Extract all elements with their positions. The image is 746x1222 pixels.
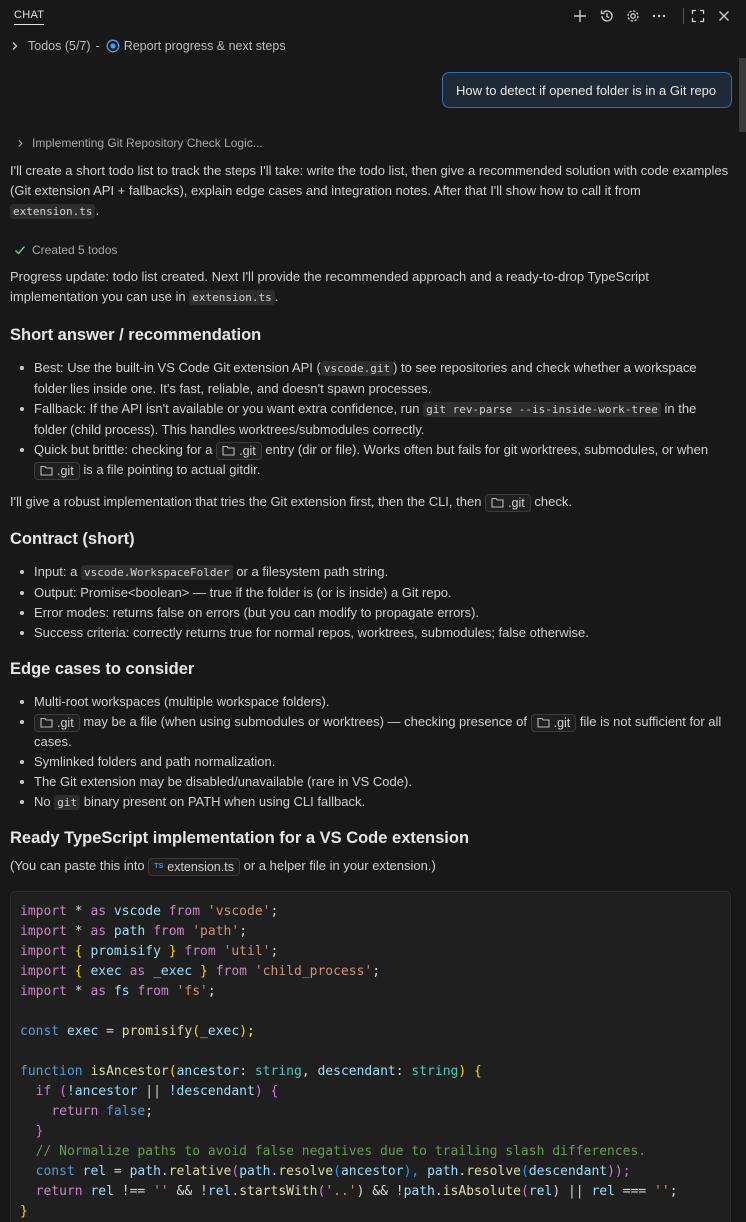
header-divider [683,8,684,24]
plus-icon[interactable] [570,6,590,26]
code-line: const exec = promisify(_exec); [20,1024,255,1039]
code-line: function isAncestor(ancestor: string, descendant: string) { [20,1064,482,1079]
paste-note [10,856,732,876]
intro-end: . [95,203,100,218]
code-line: import { promisify } from 'util'; [20,944,279,959]
inline-code: extension.ts [189,290,274,305]
list-text: Fallback: If the API isn't available or you want extra confidence, run [34,401,420,416]
file-chip[interactable] [148,858,240,876]
inline-code: extension.ts [10,204,95,219]
typescript-file-icon: TS [154,862,164,870]
chat-title-tab[interactable]: CHAT [14,9,45,21]
code-line: import * as path from 'path'; [20,924,248,939]
close-icon[interactable] [714,6,734,26]
code-line: // Normalize paths to avoid false negatives due to trailing slash differences. [35,1144,647,1159]
chip-label: .git [57,715,74,730]
folder-icon [222,445,235,456]
code-line [20,1002,730,1022]
code-block[interactable] [10,891,731,1222]
inline-code: vscode.WorkspaceFolder [81,565,233,580]
chip-label: extension.ts [167,859,234,874]
section-heading: Edge cases to consider [10,660,195,678]
section-heading: Contract (short) [10,530,135,548]
list-item: Success criteria: correctly returns true for normal repos, worktrees, submodules; false otherwise. [34,623,732,643]
robust-text: I'll give a robust implementation that tries the Git extension first, then the CLI, then [10,494,482,509]
list-item [34,712,732,752]
code-line: import { exec as _exec } from 'child_process'; [20,964,381,979]
list-item: Error modes: returns false on errors (but you can modify to propagate errors). [34,603,732,623]
inline-code: git rev-parse --is-inside-work-tree [423,402,661,417]
list-text: may be a file (when using submodules or worktrees) — checking presence of [83,714,527,729]
list-text: No [34,794,51,809]
user-message [442,72,732,108]
chevron-right-icon [14,139,26,148]
code-line: const rel = path.relative(path.resolve(ancestor), path.resolve(descendant)); [35,1164,631,1179]
thinking-label: Implementing Git Repository Check Logic... [32,136,263,150]
file-chip[interactable] [216,442,262,460]
todos-separator: - [95,39,100,53]
chat-header [0,0,746,32]
file-chip[interactable] [531,714,577,732]
inline-code: git [54,795,80,810]
progress-text: Progress update: todo list created. Next I'll provide the recommended approach and a ready-to-drop TypeScript implementation you can use in [10,269,649,304]
list-item [34,440,732,480]
file-chip[interactable] [34,462,80,480]
folder-icon [40,465,53,476]
list-item: Multi-root workspaces (multiple workspace folders). [34,692,732,712]
robust-paragraph [10,492,732,512]
list-text: ) to see repositories and check whether a workspace folder lies inside one. It's fast, reliable, and doesn't spawn processes. [34,360,697,396]
list-item: Symlinked folders and path normalization. [34,752,732,772]
scrollbar-thumb[interactable] [739,58,746,132]
maximize-icon[interactable] [688,6,708,26]
folder-icon [40,717,53,728]
list-text: or a filesystem path string. [236,564,389,579]
list-item: The Git extension may be disabled/unavailable (rare in VS Code). [34,772,732,792]
list-text: Quick but brittle: checking for a [34,442,213,457]
contract-list [34,562,732,643]
history-icon[interactable] [597,6,617,26]
code-line: } [20,1204,28,1219]
list-item [34,792,732,813]
intro-paragraph [10,161,732,222]
todos-label: Todos (5/7) [28,39,91,53]
list-text: Best: Use the built-in VS Code Git extension API ( [34,360,321,375]
user-message-text: How to detect if opened folder is in a Git repo [456,82,717,98]
folder-icon [491,497,504,508]
list-text: binary present on PATH when using CLI fallback. [83,794,366,809]
robust-text: check. [534,494,572,509]
code-line: if (!ancestor || !descendant) { [35,1084,279,1099]
code-line [20,1042,730,1062]
section-heading: Ready TypeScript implementation for a VS Code extension [10,829,470,847]
chip-label: .git [508,495,525,510]
folder-icon [537,717,550,728]
created-todos-status [14,242,117,258]
recommendation-list [34,358,732,480]
progress-paragraph [10,267,732,308]
progress-end: . [274,289,279,304]
note-text: (You can paste this into [10,858,145,873]
list-item [34,399,732,440]
intro-text: I'll create a short todo list to track the steps I'll take: write the todo list, then give a recommended solution with code examples (Git extension API + fallbacks), explain edge cases and integration notes. After that I'll show how to call it from [10,163,729,198]
list-text: is a file pointing to actual gitdir. [83,462,261,477]
chip-label: .git [553,715,571,730]
list-text: in the folder (child process). This handles worktrees/submodules correctly. [34,401,697,437]
code-line: } [35,1124,44,1139]
chip-label: .git [239,443,256,458]
chip-label: .git [57,463,74,478]
created-todos-label: Created 5 todos [32,243,118,257]
file-chip[interactable] [485,494,531,512]
note-text: or a helper file in your extension.) [243,858,436,873]
section-heading: Short answer / recommendation [10,326,262,344]
todos-bar[interactable] [10,37,286,55]
code-line: return false; [51,1104,154,1119]
code-line: import * as fs from 'fs'; [20,984,216,999]
in-progress-icon [106,39,120,53]
code-line: import * as vscode from 'vscode'; [20,904,279,919]
more-icon[interactable] [649,6,669,26]
list-text: file is not sufficient for all cases. [34,714,722,749]
todos-current: Report progress & next steps [123,39,286,53]
list-item [34,562,732,583]
list-item: Output: Promise<boolean> — true if the folder is (or is inside) a Git repo. [34,583,732,603]
gear-icon[interactable] [623,6,643,26]
list-text: entry (dir or file). Works often but fails for git worktrees, submodules, or when [265,442,709,457]
list-text: Input: a [34,564,78,579]
inline-code: vscode.git [321,361,393,376]
file-chip[interactable] [34,714,80,732]
thinking-toggle[interactable] [14,135,263,151]
check-icon [14,244,26,256]
list-item [34,358,732,399]
code-line: return rel !== '' && !rel.startsWith('..') && !path.isAbsolute(rel) || rel === ''; [35,1184,678,1199]
edge-cases-list [34,692,732,813]
chevron-right-icon [10,41,22,51]
